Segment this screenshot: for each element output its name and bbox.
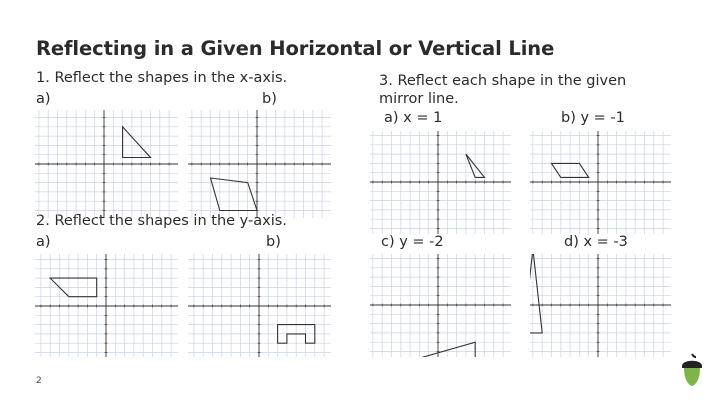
question-2b-label: b) (266, 234, 281, 250)
question-1-heading: 1. Reflect the shapes in the x-axis. (36, 70, 288, 86)
question-3-heading-line2: mirror line. (379, 91, 459, 107)
question-3d-label: d) x = -3 (564, 234, 628, 250)
page-number: 2 (36, 376, 42, 386)
grid-3d (530, 254, 671, 357)
coordinate-grid (530, 131, 671, 234)
question-3-heading-line1: 3. Reflect each shape in the given (379, 73, 627, 89)
grid-1b (188, 110, 331, 218)
coordinate-grid (530, 254, 671, 357)
page-title: Reflecting in a Given Horizontal or Vertical Line (36, 37, 555, 60)
question-1b-label: b) (262, 91, 277, 107)
coordinate-grid (370, 131, 511, 234)
question-3b-label: b) y = -1 (561, 110, 625, 126)
question-3a-label: a) x = 1 (384, 110, 443, 126)
grid-3a (370, 131, 511, 234)
shape-to-reflect (530, 254, 542, 333)
coordinate-grid (35, 110, 178, 218)
acorn-icon (679, 352, 705, 388)
question-1a-label: a) (36, 91, 51, 107)
question-2a-label: a) (36, 234, 51, 250)
coordinate-grid (188, 254, 331, 357)
grid-2a (35, 254, 178, 357)
grid-3b (530, 131, 671, 234)
grid-2b (188, 254, 331, 357)
coordinate-grid (35, 254, 178, 357)
coordinate-grid (188, 110, 331, 218)
shape-to-reflect (410, 342, 475, 357)
grid-3c (370, 254, 511, 357)
question-3c-label: c) y = -2 (381, 234, 444, 250)
coordinate-grid (370, 254, 511, 357)
grid-1a (35, 110, 178, 218)
shape-to-reflect (123, 127, 151, 158)
question-2-heading: 2. Reflect the shapes in the y-axis. (36, 213, 287, 229)
